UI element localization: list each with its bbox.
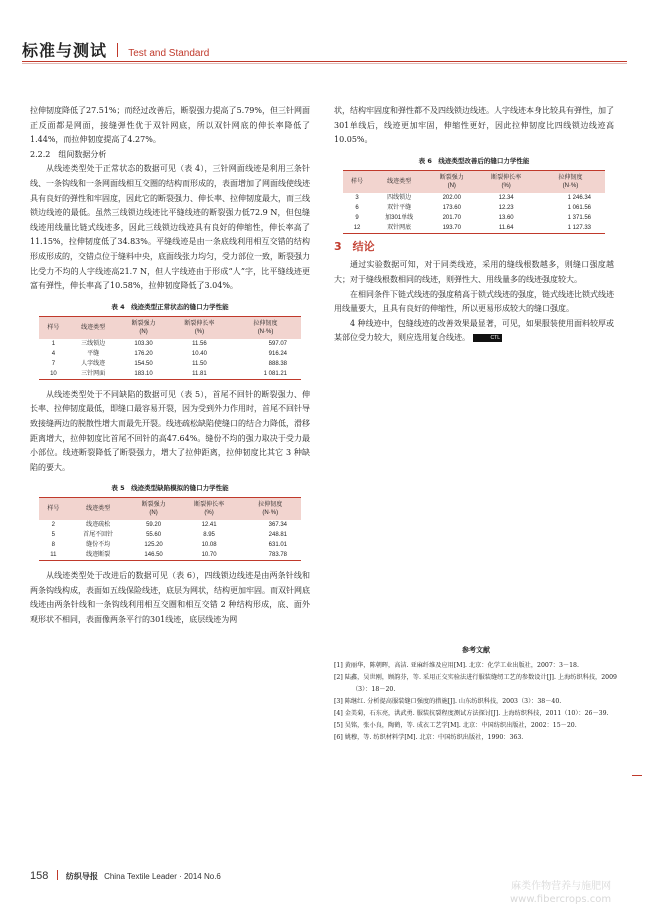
reference-item: [4] 金美菊，石东亮，洪武勇. 服装抗裂程度测试方法探讨[J]. 上海纺织科技，2011（10）：26－39. bbox=[334, 710, 609, 717]
cell: 11 bbox=[39, 550, 68, 561]
paragraph bbox=[334, 317, 614, 346]
cell: 59.20 bbox=[146, 522, 162, 529]
cell: 1 127.33 bbox=[536, 223, 605, 234]
cell: 7 bbox=[51, 360, 56, 367]
references bbox=[334, 644, 618, 744]
cell: 146.50 bbox=[129, 550, 179, 561]
cell: 183.10 bbox=[118, 369, 168, 380]
cell: 1 246.34 bbox=[567, 194, 591, 201]
header-rule-light bbox=[22, 63, 627, 64]
table-row bbox=[343, 213, 605, 223]
table-row bbox=[343, 203, 605, 213]
table-row bbox=[39, 530, 301, 540]
cell: 11.81 bbox=[169, 369, 230, 380]
cell: 202.00 bbox=[442, 194, 461, 201]
cell: 248.81 bbox=[268, 532, 287, 539]
section-title-cn: 标准与测试 bbox=[22, 41, 108, 60]
table-row bbox=[39, 540, 301, 550]
col-header: 断裂伸长率 (%) bbox=[169, 316, 230, 339]
cell: 线迹断裂 bbox=[68, 550, 129, 561]
end-mark: CTL bbox=[473, 334, 502, 342]
cell: 4 bbox=[51, 350, 56, 357]
cell: 201.70 bbox=[442, 214, 461, 221]
table-4-title: 表 4 线迹类型正常状态的缝口力学性能 bbox=[111, 302, 229, 311]
cell: 3 bbox=[355, 194, 359, 201]
col-header: 样号 bbox=[39, 316, 68, 339]
col-header: 断裂强力 (N) bbox=[129, 498, 179, 521]
table-header-row bbox=[39, 316, 301, 339]
cell: 176.20 bbox=[134, 350, 153, 357]
paragraph: 从线迹类型处于正常状态的数据可见（表 4），三针网面线迹是利用三条针线、一条钩线和一条网面线相互交圈的结构而形成的，表面增加了网面线使线迹具有良好的弹性和牢固度，因此它的断裂强力、伸长率、拉伸韧度最大，而三线锁边线迹的最低。虽然三线锁边线迹比平缝线迹的断裂强力低72.9 N，但包缝线迹用线量比链式线迹多，因此三线锁边线迹具有良好的伸缩性，伸长率高了11.15%，拉伸韧度低了34.83%。平缝线迹是由一条底线利用相互交错的结构形成形成的，交错点位于缝料中央，底面线张力均匀，受力部位一致，断裂强力比受力不均的人字线迹高21.7 N，但人字线迹由于形成“人”字，比平缝线迹更富有弹性，伸长率高了10.58%，拉伸韧度降低了3.04%。 bbox=[30, 164, 310, 291]
cell: 线迹疏松 bbox=[86, 522, 111, 529]
cell: 916.24 bbox=[268, 350, 287, 357]
cell: 1 bbox=[51, 340, 56, 347]
watermark bbox=[510, 880, 611, 906]
table-6-title: 表 6 线迹类型改善后的缝口力学性能 bbox=[418, 156, 530, 165]
col-header: 断裂强力 (N) bbox=[118, 316, 168, 339]
cell: 125.20 bbox=[144, 542, 163, 549]
cell: 55.60 bbox=[146, 532, 162, 539]
col-header: 样号 bbox=[39, 498, 68, 521]
cell: 9 bbox=[355, 214, 359, 221]
cell: 631.01 bbox=[268, 542, 287, 549]
margin-mark bbox=[632, 775, 642, 776]
page-footer bbox=[30, 870, 221, 882]
col-header: 断裂伸长率 (%) bbox=[476, 170, 536, 193]
col-header: 断裂强力 (N) bbox=[427, 170, 476, 193]
table-6 bbox=[343, 170, 605, 234]
cell: 10.40 bbox=[191, 350, 207, 357]
col-header: 拉伸韧度 (N·%) bbox=[536, 170, 605, 193]
cell: 首尾不回针 bbox=[83, 532, 114, 539]
right-column bbox=[334, 104, 614, 346]
table-row bbox=[343, 223, 605, 234]
cell: 12.34 bbox=[498, 194, 514, 201]
table-row bbox=[39, 550, 301, 561]
table-4 bbox=[39, 316, 301, 380]
cell: 173.60 bbox=[442, 204, 461, 211]
cell: 三针网面 bbox=[68, 369, 118, 380]
page-number: 158 bbox=[30, 870, 49, 882]
cell: 三线锁边 bbox=[81, 340, 106, 347]
cell: 12.41 bbox=[201, 522, 217, 529]
watermark-line: 麻类作物营养与施肥网 bbox=[511, 881, 612, 892]
reference-item: [1] 黄丽华，陈朝晖，高洁. 亚麻纤维及应用[M]. 北京：化学工业出版社，2007：3－18. bbox=[334, 662, 579, 669]
col-header: 线迹类型 bbox=[68, 316, 118, 339]
cell: 缝份不均 bbox=[86, 542, 111, 549]
cell: 1 081.21 bbox=[230, 369, 301, 380]
reference-item: [3] 陈继红. 分析提高服装缝口强度的措施[J]. 山东纺织科技，2003（3）：38－40. bbox=[334, 698, 562, 705]
left-column bbox=[30, 104, 310, 628]
footer-separator bbox=[57, 870, 58, 880]
cell: 10.70 bbox=[179, 550, 240, 561]
cell: 平缝 bbox=[87, 350, 100, 357]
cell: 双针平缝 bbox=[387, 204, 412, 211]
watermark-line: www.fibercrops.com bbox=[510, 894, 612, 905]
table-5 bbox=[39, 497, 301, 561]
cell: 10 bbox=[39, 369, 68, 380]
references-title: 参考文献 bbox=[462, 646, 490, 654]
table-row bbox=[39, 349, 301, 359]
cell: 193.70 bbox=[427, 223, 476, 234]
page-header bbox=[22, 38, 622, 60]
subsection-heading: 2.2.2 组间数据分析 bbox=[30, 149, 107, 159]
cell: 888.38 bbox=[268, 360, 287, 367]
cell: 103.30 bbox=[134, 340, 153, 347]
section-heading-conclusion: 3 结论 bbox=[334, 239, 375, 253]
cell: 11.56 bbox=[192, 340, 207, 347]
cell: 12 bbox=[343, 223, 371, 234]
cell: 6 bbox=[355, 204, 359, 211]
table-row bbox=[39, 359, 301, 369]
table-header-row bbox=[343, 170, 605, 193]
paragraph: 从线迹类型处于不同缺陷的数据可见（表 5），首尾不回针的断裂强力、伸长率、拉伸韧度最低，即缝口最容易开裂，因为受到外力作用时，首尾不回针导致接缝两边的脱散性增大而最先开裂。线迹疏松缺陷使缝口的结合力降低，滑移距离增大，拉伸韧度比首尾不回针的高47.64%。缝份不均的强力取决于受力最小部位。线迹断裂降低了断裂强力，增大了拉伸距离，拉伸韧度比其它 3 种缺陷的要大。 bbox=[30, 389, 310, 472]
cell: 人字线迹 bbox=[81, 360, 106, 367]
paragraph: 从线迹类型处于改进后的数据可见（表 6），四线锁边线迹是由两条针线和两条钩线构成，表面如五线保险线迹，底层为网状，结构更加牢固。而双针网底线迹由两条针线和一条钩线利用相互交圈和相互交错 2 种结构形成，底、面外观形状不相同，表面像两条平行的301线迹，底层线迹为网 bbox=[30, 571, 310, 625]
col-header: 拉伸韧度 (N·%) bbox=[240, 498, 302, 521]
cell: 8.95 bbox=[203, 532, 215, 539]
table-row bbox=[343, 193, 605, 203]
paragraph: 在相同条件下链式线迹的强度稍高于锁式线迹的强度，链式线迹比锁式线迹用线量要大，且具有良好的伸缩性，所以更易形成较大的缝口强度。 bbox=[334, 289, 614, 314]
cell: 1 371.56 bbox=[567, 214, 591, 221]
cell: 12.23 bbox=[498, 204, 514, 211]
cell: 加301单线 bbox=[385, 214, 414, 221]
paragraph: 通过实验数据可知，对于同类线迹，采用的缝线根数越多，则缝口强度越大；对于缝线根数相同的线迹，则弹性大、用线量多的线迹强度较大。 bbox=[334, 260, 614, 284]
section-title-en: Test and Standard bbox=[128, 48, 210, 59]
cell: 11.64 bbox=[476, 223, 536, 234]
table-row bbox=[39, 520, 301, 530]
cell: 783.78 bbox=[240, 550, 302, 561]
header-rule bbox=[22, 61, 627, 62]
reference-item: [5] 吴铭，张小良，陶鹤，等. 成衣工艺学[M]. 北京：中国纺织出版社，2002：15－20. bbox=[334, 722, 577, 729]
cell: 四线锁边 bbox=[387, 194, 412, 201]
col-header: 线迹类型 bbox=[371, 170, 427, 193]
table-5-title: 表 5 线迹类型缺陷模拟的缝口力学性能 bbox=[111, 484, 229, 493]
cell: 597.07 bbox=[268, 340, 287, 347]
col-header: 线迹类型 bbox=[68, 498, 129, 521]
paragraph: 状，结构牢固度和弹性都不及四线锁边线迹。人字线迹本身比较具有弹性，加了301单线后，线迹更加牢固，伸缩性更好，因此拉伸韧度比四线锁边线迹高10.05%。 bbox=[334, 106, 614, 145]
col-header: 拉伸韧度 (N·%) bbox=[230, 316, 301, 339]
table-row bbox=[39, 339, 301, 349]
cell: 13.60 bbox=[498, 214, 514, 221]
cell: 2 bbox=[51, 522, 55, 529]
cell: 5 bbox=[51, 532, 55, 539]
cell: 8 bbox=[51, 542, 55, 549]
cell: 10.08 bbox=[201, 542, 217, 549]
table-header-row bbox=[39, 498, 301, 521]
journal-name-cn: 纺织导报 bbox=[65, 872, 98, 881]
table-row bbox=[39, 369, 301, 380]
cell: 154.50 bbox=[134, 360, 153, 367]
paragraph: 拉伸韧度降低了27.51%；而经过改善后，断裂强力提高了5.79%，但三针网面正反面都是网面，接缝弹性优于双针网底，所以双针网底的伸长率降低了1.44%，而拉伸韧度提高了4.27%。 bbox=[30, 106, 310, 145]
reference-item: [6] 姚穆，等. 纺织材料学[M]. 北京：中国纺织出版社，1990：363. bbox=[334, 734, 524, 741]
cell: 双针网底 bbox=[371, 223, 427, 234]
cell: 1 061.56 bbox=[567, 204, 591, 211]
cell: 11.50 bbox=[192, 360, 207, 367]
journal-name-en: China Textile Leader · 2014 No.6 bbox=[104, 872, 221, 881]
col-header: 断裂伸长率 (%) bbox=[179, 498, 240, 521]
cell: 367.34 bbox=[268, 522, 287, 529]
header-separator bbox=[117, 43, 118, 57]
reference-item: [2] 陆鑫，吴世刚，顾韵芬，等. 采用正交实验法进行服装缝纫工艺的参数设计[J]. 上海纺织科技，2009（3）：18－20. bbox=[334, 674, 617, 693]
col-header: 样号 bbox=[343, 170, 371, 193]
conclusion-text: 4 种线迹中，包缝线迹的改善效果最显著，可见，如果服装使用面料较厚或某部位受力较大，则应选用复合线迹。 bbox=[334, 318, 614, 343]
